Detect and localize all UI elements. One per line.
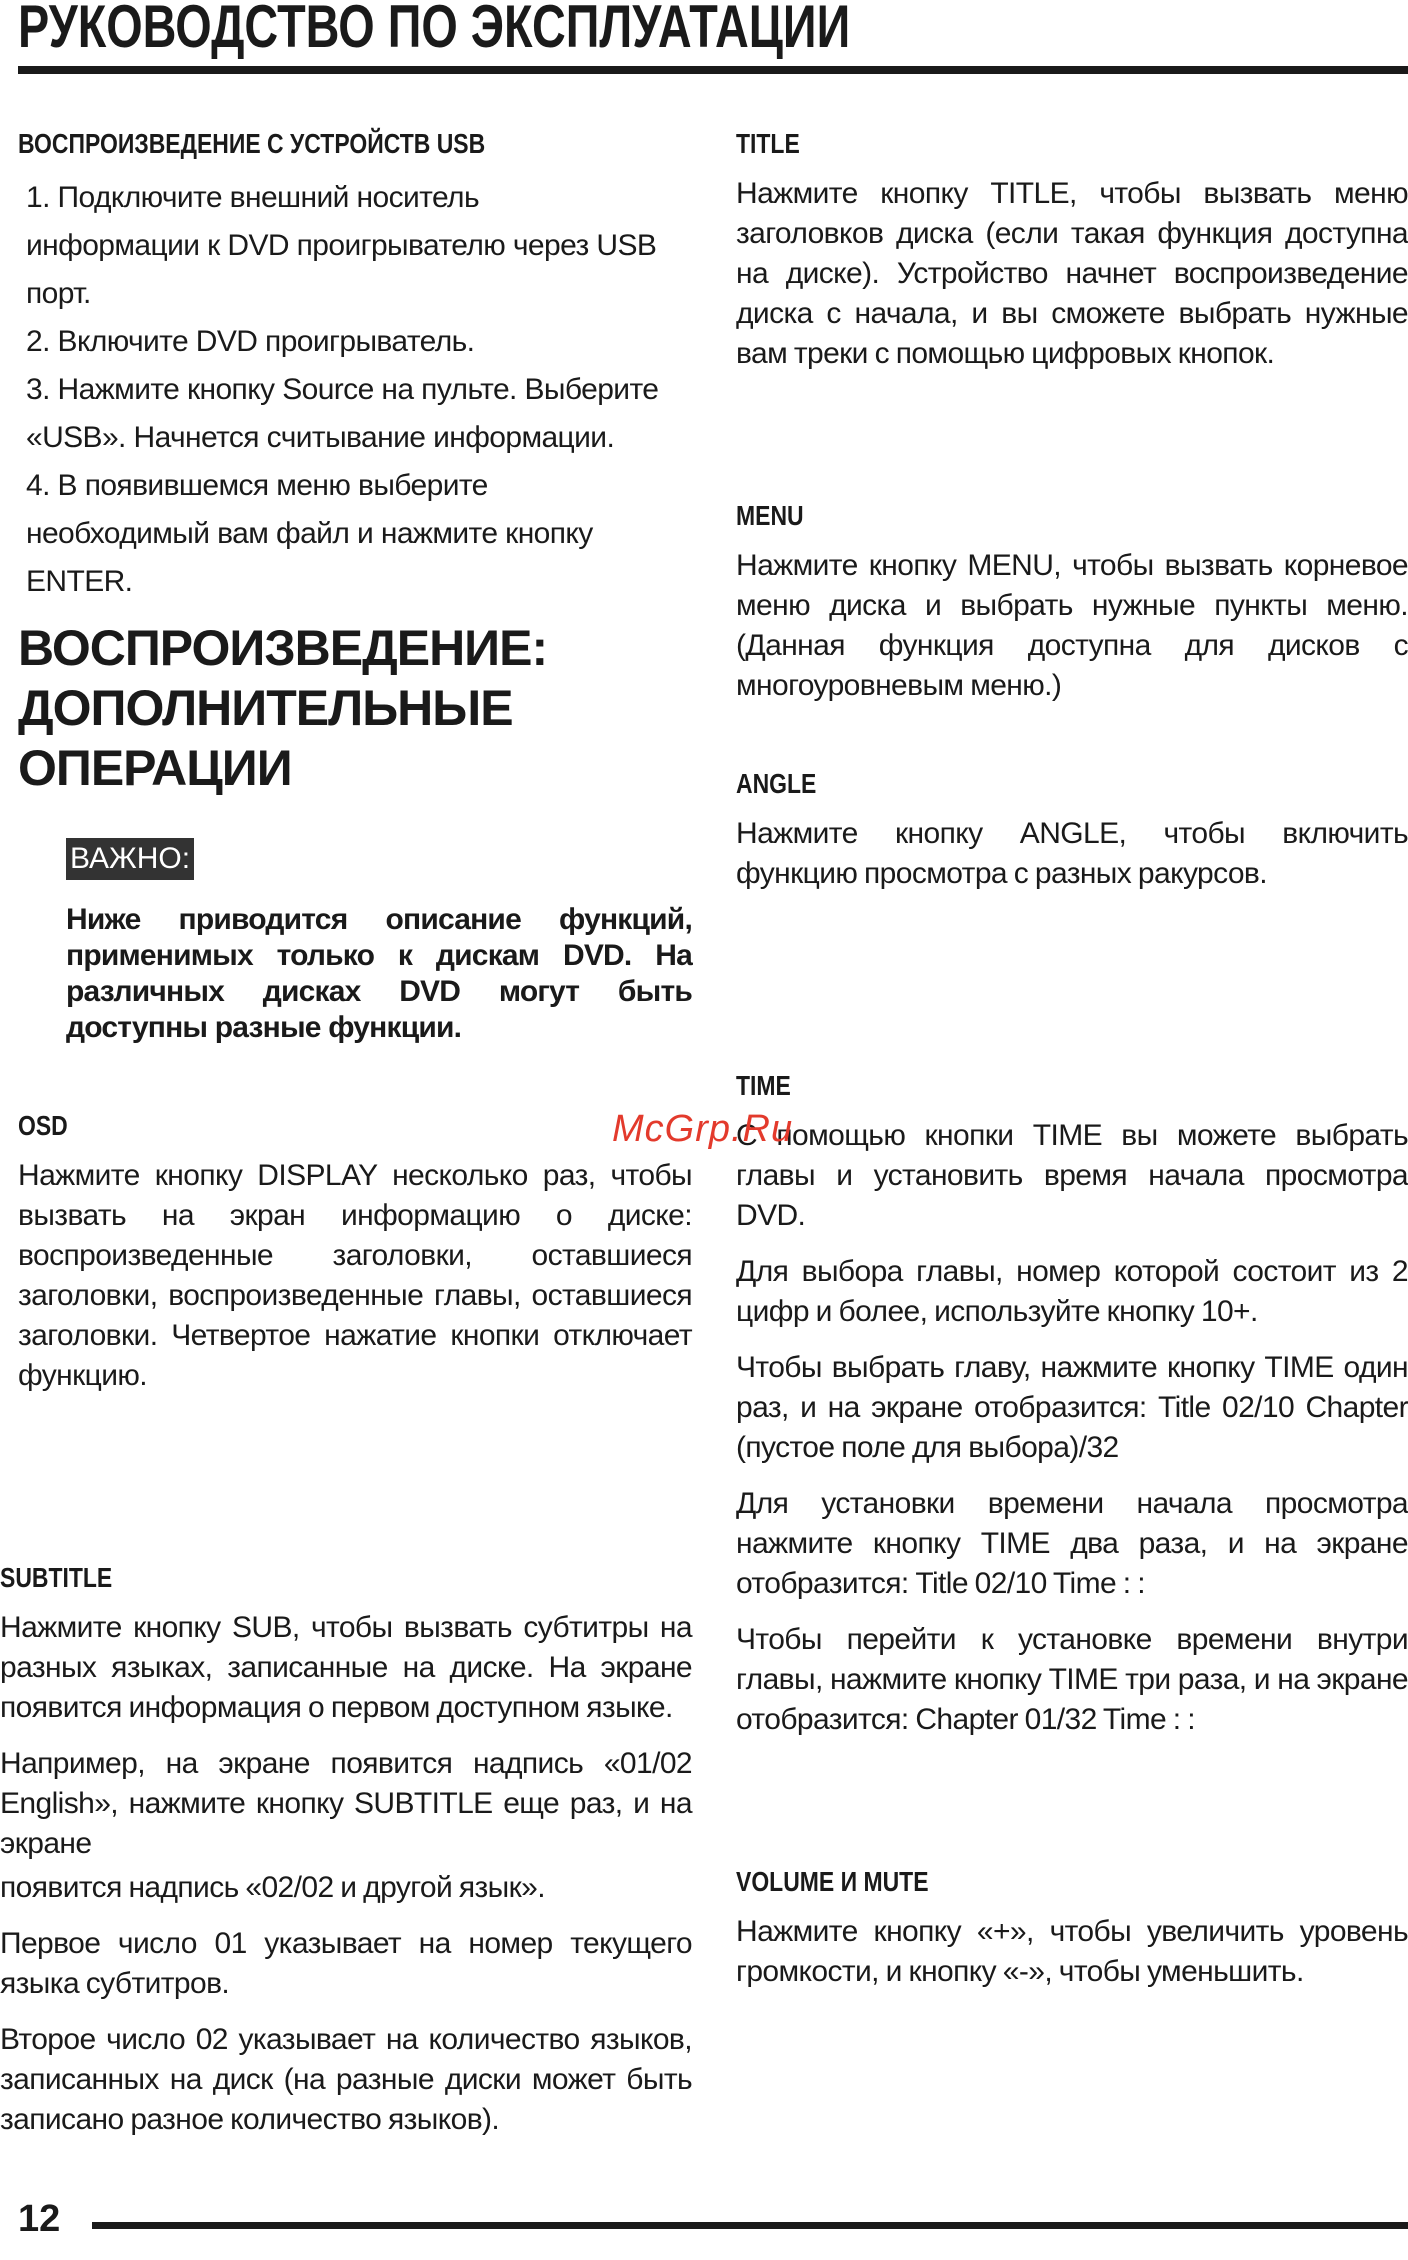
usb-line-2: информации к DVD проигрывателю через USB порт.: [26, 229, 657, 310]
subtitle-paragraph-3: появится надпись «02/02 и другой язык».: [0, 1871, 545, 1904]
subtitle-heading: SUBTITLE: [0, 1562, 113, 1593]
subtitle-paragraph-1: Нажмите кнопку SUB, чтобы вызвать субтитры на разных языках, записанные на диске. На экране появится информация о первом доступном языке.: [0, 1611, 692, 1724]
usb-line-7: необходимый вам файл и нажмите кнопку ENTER.: [26, 517, 593, 598]
osd-text: Нажмите кнопку DISPLAY несколько раз, чтобы вызвать на экран информацию о диске: воспроизведенные заголовки, оставшиеся заголовки, воспроизведенные главы, оставшиеся заголовки. Четвертое нажатие кнопки отключает функцию.: [18, 1159, 692, 1392]
time-paragraph-1: С помощью кнопки TIME вы можете выбрать главы и установить время начала просмотра DVD.: [736, 1119, 1408, 1232]
important-text: Ниже приводится описание функций, применимых только к дискам DVD. На различных дисках DVD могут быть доступны разные функции.: [66, 903, 692, 1044]
angle-text: Нажмите кнопку ANGLE, чтобы включить функцию просмотра с разных ракурсов.: [736, 817, 1408, 890]
footer-rule: [92, 2222, 1408, 2229]
usb-line-3: 2. Включите DVD проигрыватель.: [26, 325, 475, 358]
angle-heading: ANGLE: [736, 768, 817, 799]
menu-heading: MENU: [736, 500, 804, 531]
time-heading: TIME: [736, 1070, 791, 1101]
title-heading: TITLE: [736, 128, 800, 159]
page-number: 12: [18, 2198, 61, 2240]
subtitle-paragraph-2: Например, на экране появится надпись «01/02 English», нажмите кнопку SUBTITLE еще раз, и на экране: [0, 1747, 692, 1860]
additional-operations-heading: ВОСПРОИЗВЕДЕНИЕ: ДОПОЛНИТЕЛЬНЫЕ ОПЕРАЦИИ: [18, 620, 548, 796]
time-paragraph-2: Для выбора главы, номер которой состоит из 2 цифр и более, используйте кнопку 10+.: [736, 1255, 1408, 1328]
volume-heading: VOLUME И MUTE: [736, 1866, 929, 1897]
volume-text: Нажмите кнопку «+», чтобы увеличить уровень громкости, и кнопку «-», чтобы уменьшить.: [736, 1915, 1408, 1988]
left-column: [0, 128, 692, 2156]
important-note: [66, 838, 692, 1046]
watermark: McGrp.Ru: [612, 1108, 794, 1150]
usb-heading: ВОСПРОИЗВЕДЕНИЕ С УСТРОЙСТВ USB: [18, 128, 486, 159]
subtitle-paragraph-5: Второе число 02 указывает на количество языков, записанных на диск (на разные диски может быть записано разное количество языков).: [0, 2023, 692, 2136]
usb-line-6: 4. В появившемся меню выберите: [26, 469, 488, 502]
usb-line-5: «USB». Начнется считывание информации.: [26, 421, 615, 454]
usb-line-1: 1. Подключите внешний носитель: [26, 181, 479, 214]
title-text: Нажмите кнопку TITLE, чтобы вызвать меню заголовков диска (если такая функция доступна на диске). Устройство начнет воспроизведение диска с начала, и вы сможете выбрать нужные вам треки с помощью цифровых кнопок.: [736, 177, 1408, 370]
usb-line-4: 3. Нажмите кнопку Source на пульте. Выберите: [26, 373, 659, 406]
subtitle-paragraph-4: Первое число 01 указывает на номер текущего языка субтитров.: [0, 1927, 692, 2000]
header-rule: [18, 66, 1408, 74]
menu-text: Нажмите кнопку MENU, чтобы вызвать корневое меню диска и выбрать нужные пункты меню. (Данная функция доступна для дисков с многоуровневым меню.): [736, 549, 1408, 702]
time-paragraph-5: Чтобы перейти к установке времени внутри главы, нажмите кнопку TIME три раза, и на экране отобразится: Chapter 01/32 Time : :: [736, 1623, 1408, 1736]
right-column: [736, 128, 1408, 2008]
osd-heading: OSD: [18, 1110, 68, 1141]
page-header-title: РУКОВОДСТВО ПО ЭКСПЛУАТАЦИИ: [18, 0, 851, 60]
time-paragraph-3: Чтобы выбрать главу, нажмите кнопку TIME один раз, и на экране отобразится: Title 02/10 Chapter (пустое поле для выбора)/32: [736, 1351, 1408, 1464]
important-badge: ВАЖНО:: [66, 838, 194, 880]
time-paragraph-4: Для установки времени начала просмотра нажмите кнопку TIME два раза, и на экране отобразится: Title 02/10 Time : :: [736, 1487, 1408, 1600]
